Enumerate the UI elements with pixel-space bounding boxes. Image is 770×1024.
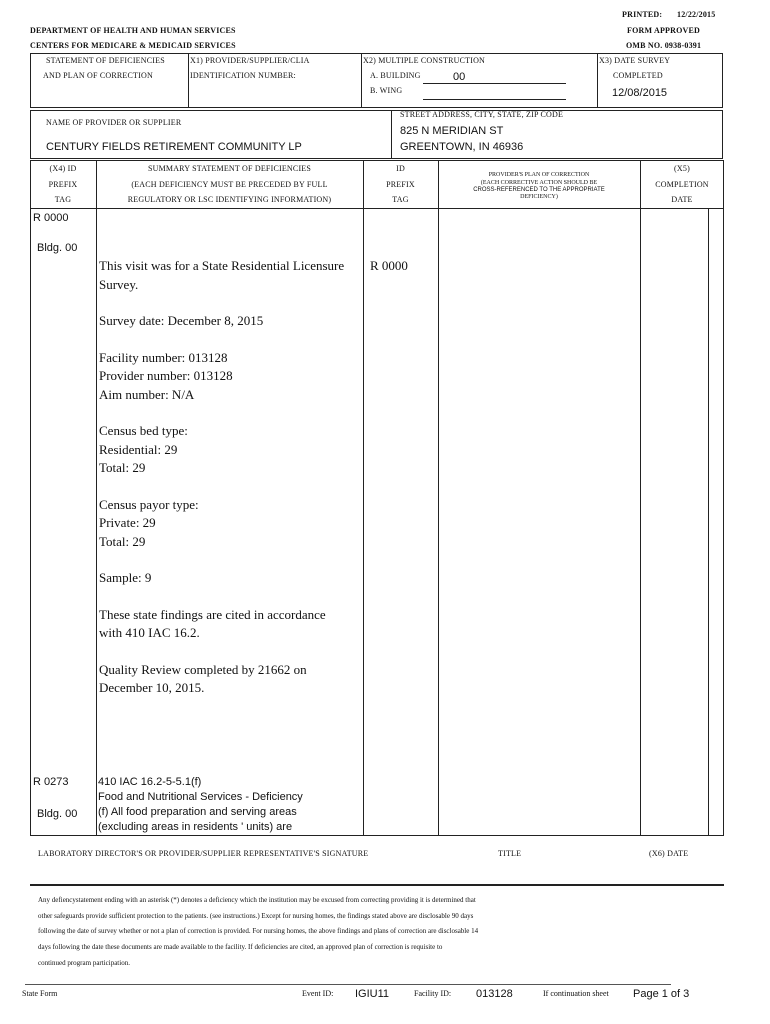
plan-header-4: DEFICIENCY) [520,194,558,200]
plan-header-2: (EACH CORRECTIVE ACTION SHOULD BE [480,180,598,186]
x4-header-2: PREFIX [48,180,78,189]
regulation-line-2: Food and Nutritional Services - Deficiency [98,791,303,803]
id-header-2: PREFIX [386,180,415,189]
event-id-label: Event ID: [302,989,334,998]
summary-paragraph: Census bed type: Residential: 29 Total: 29 [99,423,188,475]
omb-number: OMB NO. 0938-0391 [626,41,702,50]
statement-label-1: STATEMENT OF DEFICIENCIES [46,56,165,65]
id-header-1: ID [396,164,405,173]
x1-label-1: X1) PROVIDER/SUPPLIER/CLIA [190,56,310,65]
address-label: STREET ADDRESS, CITY, STATE, ZIP CODE [400,110,564,119]
id-prefix-tag-1: R 0000 [370,258,408,273]
summary-paragraph: These state findings are cited in accordance with 410 IAC 16.2. [99,606,326,640]
form-approved: FORM APPROVED [627,26,701,35]
x4-header-3: TAG [54,195,72,204]
id-header-3: TAG [392,195,409,204]
department-title: DEPARTMENT OF HEALTH AND HUMAN SERVICES [30,26,236,35]
provider-name-value: CENTURY FIELDS RETIREMENT COMMUNITY LP [46,141,302,153]
facility-id-label: Facility ID: [414,989,452,998]
summary-paragraph: This visit was for a State Residential Licensure Survey. [99,258,345,292]
x5-header-1: (X5) [674,164,690,173]
facility-id-value: 013128 [476,988,513,1000]
summary-paragraph: Quality Review completed by 21662 on December 10, 2015. [99,661,307,695]
state-form-label: State Form [22,989,58,998]
summary-statement [99,257,349,716]
provider-name-label: NAME OF PROVIDER OR SUPPLIER [46,118,182,127]
regulation-line-4: (excluding areas in residents ' units) are [98,821,293,833]
building-tag-1: Bldg. 00 [37,242,78,254]
prefix-tag-2: R 0273 [33,776,69,788]
regulation-line-1: 410 IAC 16.2-5-5.1(f) [98,776,202,788]
x3-label-2: COMPLETED [613,71,663,80]
page-number: Page 1 of 3 [633,988,690,1000]
statement-label-2: AND PLAN OF CORRECTION [43,71,153,80]
address-line-1: 825 N MERIDIAN ST [400,125,504,137]
disclaimer-line-4: days following the date these documents are made available to the facility. If deficiencies are cited, an approved plan of correction is requisite to [38,943,443,951]
x4-header-1: (X4) ID [49,164,77,173]
wing-label: B. WING [370,86,403,95]
continuation-label: If continuation sheet [543,989,609,998]
x5-header-3: DATE [671,195,693,204]
regulation-line-3: (f) All food preparation and serving areas [98,806,297,818]
x5-header-2: COMPLETION [655,180,709,189]
summary-paragraph: Facility number: 013128 Provider number: 013128 Aim number: N/A [99,349,233,402]
disclaimer-line-2: other safeguards provide sufficient protection to the patients. (see instructions.) Except for nursing homes, the findings stated above are disclosable 90 days [38,912,474,920]
director-signature-label: LABORATORY DIRECTOR'S OR PROVIDER/SUPPLIER REPRESENTATIVE'S SIGNATURE [38,849,369,858]
summary-header-3: REGULATORY OR LSC IDENTIFYING INFORMATION) [127,195,332,204]
survey-date-value: 12/08/2015 [612,87,668,99]
disclaimer-line-5: continued program participation. [38,959,130,967]
printed-label: PRINTED: [622,10,663,19]
plan-header-1: PROVIDER'S PLAN OF CORRECTION [488,172,590,178]
summary-header-2: (EACH DEFICIENCY MUST BE PRECEDED BY FULL [131,180,328,189]
x2-label: X2) MULTIPLE CONSTRUCTION [363,56,486,65]
summary-paragraph: Census payor type: Private: 29 Total: 29 [99,496,199,549]
building-tag-2: Bldg. 00 [37,808,78,820]
building-label: A. BUILDING [370,71,421,80]
building-value: 00 [453,71,466,83]
disclaimer-line-3: following the date of survey whether or not a plan of correction is provided. For nursing homes, the above findings and plans of correction are disclosable 14 [38,927,479,935]
plan-header-3: CROSS-REFERENCED TO THE APPROPRIATE [473,187,605,193]
x1-label-2: IDENTIFICATION NUMBER: [190,71,296,80]
summary-paragraph: Survey date: December 8, 2015 [99,313,264,328]
event-id-value: IGIU11 [355,988,390,1000]
disclaimer-line-1: Any defiencystatement ending with an asterisk (*) denotes a deficiency which the institution may be excused from correcting providing it is determined that [38,896,476,904]
x3-label-1: X3) DATE SURVEY [599,56,671,65]
address-line-2: GREENTOWN, IN 46936 [400,141,524,153]
summary-paragraph: Sample: 9 [99,570,152,585]
prefix-tag-1: R 0000 [33,212,69,224]
centers-title: CENTERS FOR MEDICARE & MEDICAID SERVICES [30,41,236,50]
summary-header-1: SUMMARY STATEMENT OF DEFICIENCIES [147,164,312,173]
title-label: TITLE [498,849,522,858]
printed-date: 12/22/2015 [677,10,716,19]
x6-date-label: (X6) DATE [649,849,689,858]
